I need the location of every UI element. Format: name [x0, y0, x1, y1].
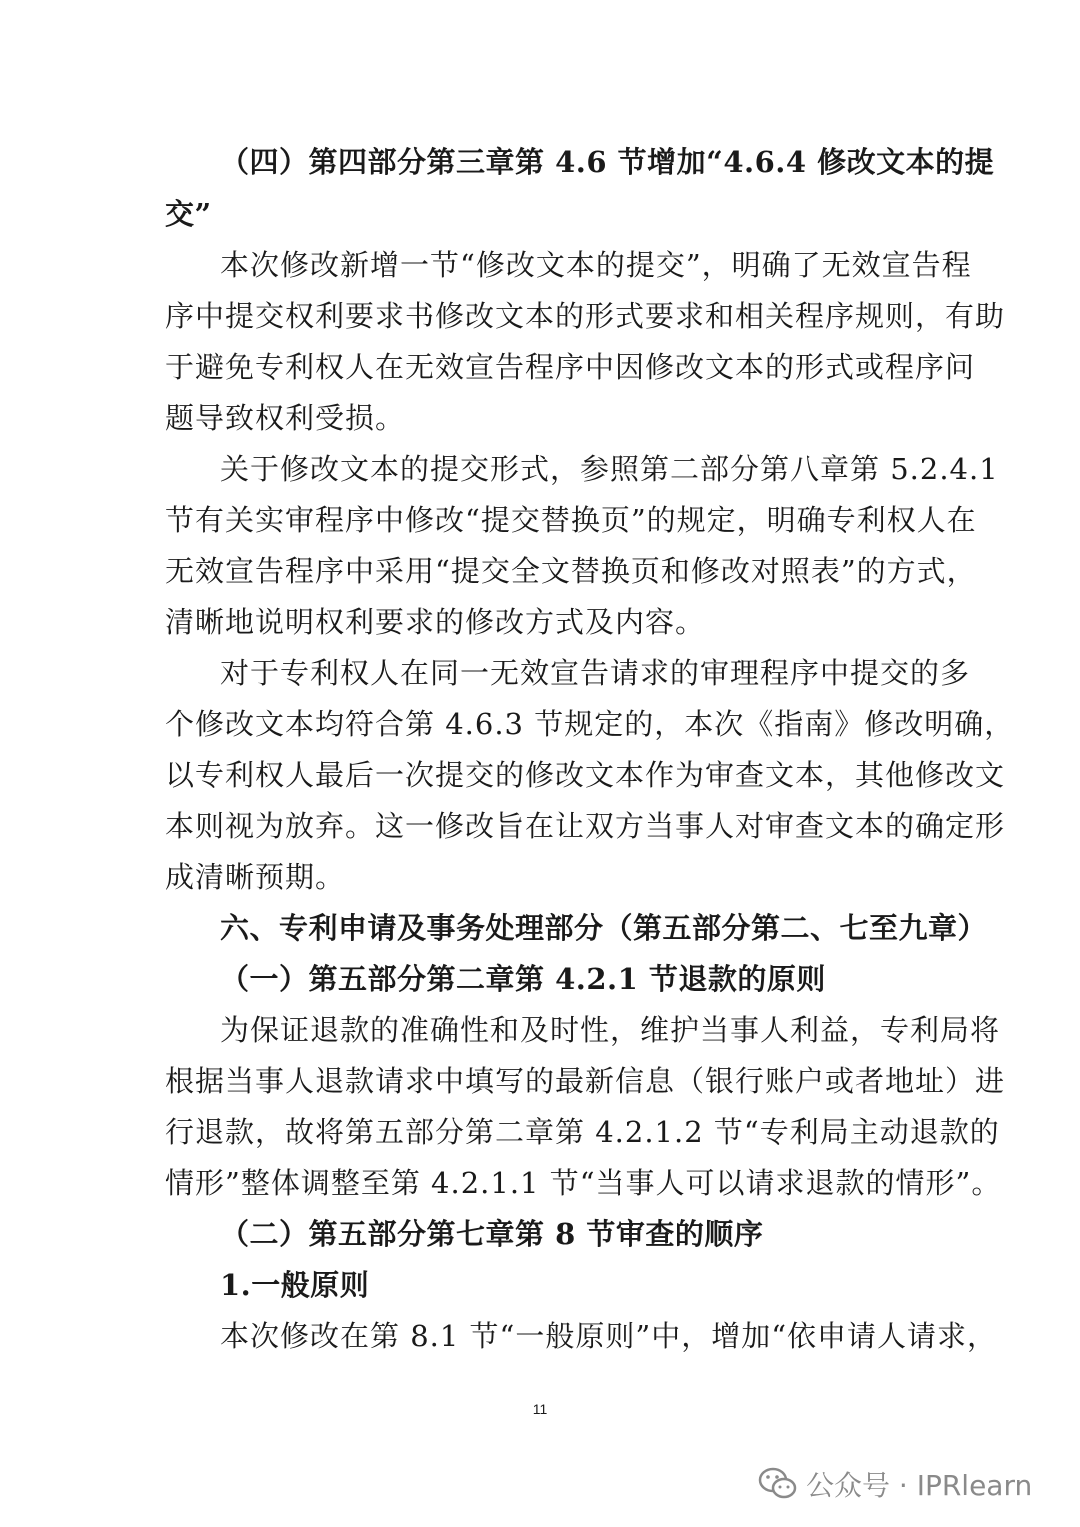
paragraph-line: 情形”整体调整至第 4.2.1.1 节“当事人可以请求退款的情形”。 [165, 1166, 1002, 1200]
paragraph-line: 本次修改在第 8.1 节“一般原则”中，增加“依申请人请求， [220, 1319, 998, 1353]
paragraph-line: 个修改文本均符合第 4.6.3 节规定的，本次《指南》修改明确， [165, 707, 1015, 741]
page-number: 11 [532, 1401, 548, 1417]
subsection-heading-two: （二）第五部分第七章第 8 节审查的顺序 [220, 1217, 764, 1251]
paragraph-line: 对于专利权人在同一无效宣告请求的审理程序中提交的多 [220, 656, 971, 690]
section-heading-4-6: （四）第四部分第三章第 4.6 节增加“4.6.4 修改文本的提 [220, 145, 995, 179]
paragraph-line: 节有关实审程序中修改“提交替换页”的规定，明确专利权人在 [165, 503, 977, 537]
paragraph-line: 序中提交权利要求书修改文本的形式要求和相关程序规则，有助 [165, 299, 1006, 333]
paragraph-line: 关于修改文本的提交形式，参照第二部分第八章第 5.2.4.1 [220, 452, 999, 486]
paragraph-line: 行退款，故将第五部分第二章第 4.2.1.2 节“专利局主动退款的 [165, 1115, 1000, 1149]
paragraph-line: 为保证退款的准确性和及时性，维护当事人利益，专利局将 [220, 1013, 1001, 1047]
watermark [758, 1460, 1032, 1508]
watermark-text: 公众号 · IPRlearn [806, 1469, 1033, 1502]
wechat-icon [758, 1466, 798, 1502]
paragraph-line: 无效宣告程序中采用“提交全文替换页和修改对照表”的方式， [165, 554, 977, 588]
paragraph-line: 本则视为放弃。这一修改旨在让双方当事人对审查文本的确定形 [165, 809, 1006, 843]
paragraph-line: 成清晰预期。 [165, 860, 346, 894]
paragraph-line: 以专利权人最后一次提交的修改文本作为审查文本，其他修改文 [165, 758, 1006, 792]
chapter-heading-six: 六、专利申请及事务处理部分（第五部分第二、七至九章） [220, 911, 988, 945]
paragraph-line: 题导致权利受损。 [165, 401, 406, 435]
subsection-heading-one: （一）第五部分第二章第 4.2.1 节退款的原则 [220, 962, 826, 996]
paragraph-line: 清晰地说明权利要求的修改方式及内容。 [165, 605, 706, 639]
section-heading-continuation: 交” [165, 197, 212, 231]
paragraph-line: 本次修改新增一节“修改文本的提交”，明确了无效宣告程 [220, 248, 972, 282]
paragraph-line: 根据当事人退款请求中填写的最新信息（银行账户或者地址）进 [165, 1064, 1006, 1098]
paragraph-line: 于避免专利权人在无效宣告程序中因修改文本的形式或程序问 [165, 350, 976, 384]
sub-subsection-heading: 1.一般原则 [220, 1268, 370, 1302]
